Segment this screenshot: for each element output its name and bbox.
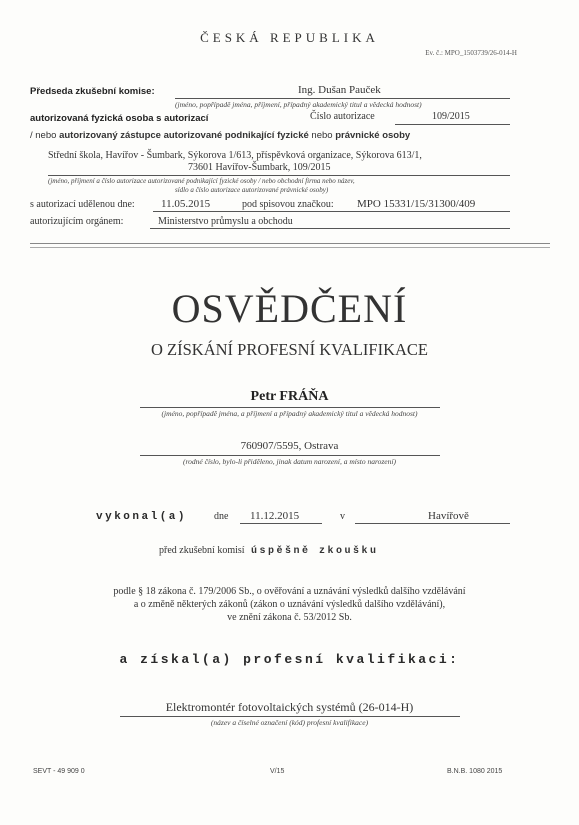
country-heading: ČESKÁ REPUBLIKA <box>200 30 379 45</box>
chair-underline <box>175 98 510 99</box>
exam-date: 11.12.2015 <box>250 510 300 522</box>
rep-legal: právnické osoby <box>335 130 411 141</box>
granted-date: 11.05.2015 <box>161 198 211 210</box>
footer-version: V/15 <box>270 768 285 775</box>
place-label: v <box>340 511 345 522</box>
org-underline <box>48 175 510 176</box>
org-line-2: 73601 Havířov-Šumbark, 109/2015 <box>188 162 331 173</box>
org-hint-1: (jméno, příjmení a číslo autorizace autorizované podnikající fyzické osoby / nebo obchodní firma nebo název, <box>48 177 355 185</box>
auth-number-label: Číslo autorizace <box>310 111 375 122</box>
date-label: dne <box>214 511 229 522</box>
date-underline <box>240 523 322 524</box>
file-number: MPO 15331/15/31300/409 <box>357 198 476 210</box>
footer-print-code: B.N.B. 1080 2015 <box>447 768 503 775</box>
divider-line <box>30 247 550 248</box>
authority-underline <box>150 228 510 229</box>
qualification: Elektromontér fotovoltaických systémů (26-014-H) <box>165 700 414 714</box>
before-commission-line <box>159 545 379 557</box>
exam-place: Havířově <box>428 510 469 522</box>
file-label: pod spisovou značkou: <box>242 199 334 210</box>
auth-number-underline <box>395 124 510 125</box>
granted-underline <box>153 211 510 212</box>
chair-name: Ing. Dušan Pauček <box>298 84 381 96</box>
certificate-subtitle: O ZÍSKÁNÍ PROFESNÍ KVALIFIKACE <box>150 340 428 359</box>
birth-underline <box>140 455 440 456</box>
acquired-text: a získal(a) profesní kvalifikaci: <box>119 652 460 667</box>
certificate-title: OSVĚDČENÍ <box>171 286 408 331</box>
auth-person-label: autorizovaná fyzická osoba s autorizací <box>30 113 209 124</box>
authority-label: autorizujícím orgánem: <box>30 216 124 227</box>
before-commission: před zkušební komisí <box>159 545 245 556</box>
org-line-1: Střední škola, Havířov - Šumbark, Sýkorova 1/613, příspěvková organizace, Sýkorova 613/1, <box>48 150 422 161</box>
law-line-2: a o změně některých zákonů (zákon o uznávání výsledků dalšího vzdělávání), <box>133 599 446 610</box>
chair-label: Předseda zkušební komise: <box>30 86 155 97</box>
authority: Ministerstvo průmyslu a obchodu <box>158 216 293 227</box>
org-hint-2: sídlo a číslo autorizace autorizované právnické osoby) <box>175 186 329 194</box>
rep-label: autorizovaný zástupce autorizované podnikající fyzické <box>59 130 309 141</box>
place-underline <box>355 523 510 524</box>
person-name: Petr FRÁŇA <box>250 389 329 404</box>
name-underline <box>140 407 440 408</box>
law-line-3: ve znění zákona č. 53/2012 Sb. <box>227 612 352 623</box>
qualification-hint: (název a číselné označení (kód) profesní kvalifikace) <box>210 718 369 727</box>
rep-prefix: / nebo <box>30 130 57 141</box>
footer-form-code: SEVT - 49 909 0 <box>33 768 85 775</box>
auth-number: 109/2015 <box>432 111 470 122</box>
chair-hint: (jméno, popřípadě jména, příjmení, případný akademický titul a vědecká hodnost) <box>175 100 422 109</box>
granted-label: s autorizací udělenou dne: <box>30 199 135 210</box>
name-hint: (jméno, popřípadě jména, a příjmení a případný akademický titul a vědecká hodnost) <box>161 409 418 418</box>
rep-or: nebo <box>311 130 333 141</box>
law-line-1: podle § 18 zákona č. 179/2006 Sb., o ověřování a uznávání výsledků dalšího vzdělávání <box>113 586 466 597</box>
qualification-underline <box>120 716 460 717</box>
birth-info: 760907/5595, Ostrava <box>240 440 339 452</box>
evidence-number: Ev. č.: MPO_1503739/26-014-H <box>425 49 517 57</box>
representative-line <box>30 130 410 141</box>
divider-line <box>30 243 550 244</box>
success-text: úspěšně zkoušku <box>251 546 379 557</box>
performed-label: vykonal(a) <box>96 511 188 523</box>
birth-hint: (rodné číslo, bylo-li přiděleno, jinak datum narození, a místo narození) <box>183 457 396 466</box>
